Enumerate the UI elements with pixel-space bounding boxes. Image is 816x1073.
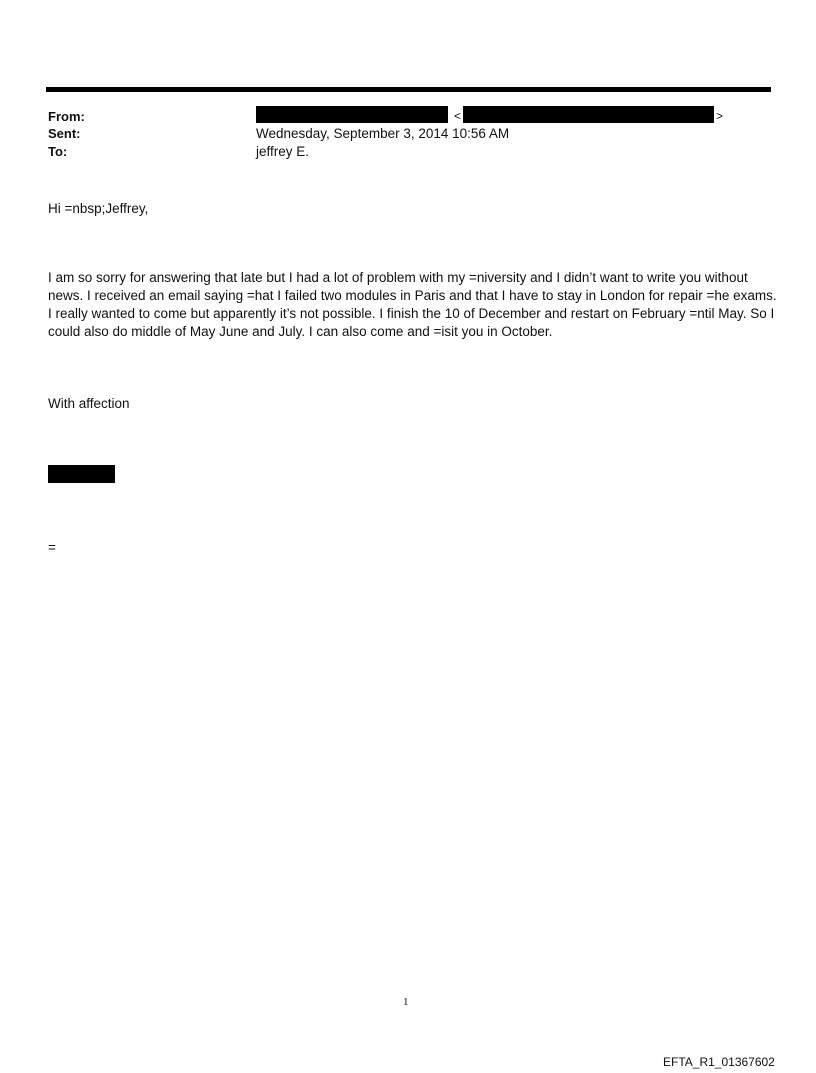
sent-label: Sent: — [48, 126, 81, 141]
closing: With affection — [48, 396, 130, 411]
to-label: To: — [48, 144, 68, 159]
trailing-character: = — [48, 540, 56, 555]
header-rule — [46, 87, 771, 92]
message-body: I am so sorry for answering that late but I had a lot of problem with my =niversity and I didn’t want to write you without news. I received an email saying =hat I failed two modules in Paris and that I have to stay in London for repair =he exams. I really wanted to come but apparently it’s not possible. I finish the 10 of December and restart on February =ntil May. So I could also do middle of May June and July. I can also come and =isit you in October. — [48, 270, 777, 339]
to-value: jeffrey E. — [256, 144, 310, 159]
from-open-bracket: < — [454, 109, 462, 123]
redacted-sender-email — [463, 106, 714, 123]
from-close-bracket: > — [716, 109, 724, 123]
redacted-signature — [48, 465, 115, 483]
sent-value: Wednesday, September 3, 2014 10:56 AM — [256, 126, 510, 141]
from-label: From: — [48, 109, 85, 124]
greeting: Hi =nbsp;Jeffrey, — [48, 201, 149, 216]
page-number: 1 — [403, 996, 409, 1008]
redacted-sender-name — [256, 106, 448, 123]
document-id: EFTA_R1_01367602 — [663, 1055, 775, 1069]
